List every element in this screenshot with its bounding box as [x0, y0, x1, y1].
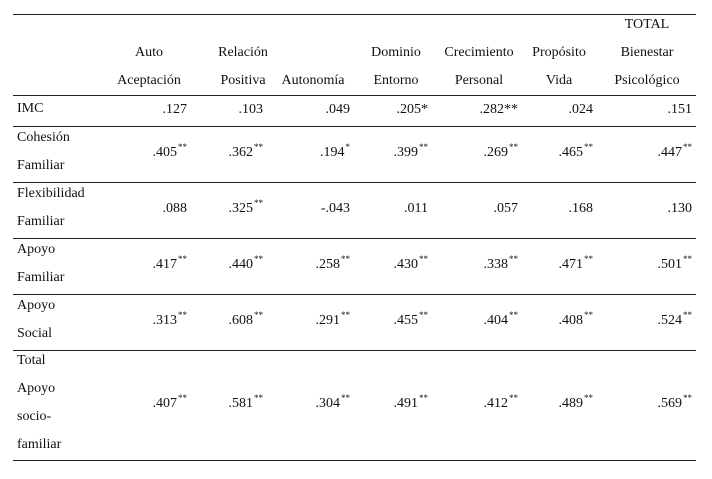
table-cell — [438, 256, 518, 274]
significance-marker: ** — [584, 393, 593, 403]
table-cell — [107, 395, 187, 413]
cell-value: .455 — [393, 313, 418, 328]
column-header-line: Relación — [218, 45, 268, 60]
row-label — [17, 180, 85, 236]
cell-value: .258 — [315, 257, 340, 272]
cell-value: .282** — [479, 101, 518, 117]
row-label-line: Flexibilidad — [17, 186, 85, 201]
cell-value: .151 — [667, 101, 692, 117]
table-rule — [13, 460, 696, 461]
significance-marker: ** — [254, 393, 263, 403]
table-cell — [612, 200, 692, 217]
column-header-line: Autonomía — [281, 73, 345, 88]
cell-value: .103 — [238, 101, 263, 117]
table-cell — [438, 395, 518, 413]
cell-value: .049 — [325, 101, 350, 117]
table-cell — [438, 101, 518, 118]
cell-value: .011 — [404, 201, 428, 216]
table-cell — [513, 101, 593, 118]
cell-value: .024 — [568, 101, 593, 117]
significance-marker: ** — [584, 254, 593, 264]
cell-value: .291 — [315, 313, 340, 328]
cell-value: .194 — [320, 145, 345, 160]
table-cell — [107, 144, 187, 162]
table-cell — [183, 312, 263, 330]
cell-value: .501 — [657, 257, 682, 272]
cell-value: .313 — [152, 313, 177, 328]
significance-marker: ** — [254, 198, 263, 208]
cell-value: .608 — [228, 313, 253, 328]
table-cell — [612, 395, 692, 413]
cell-value: .362 — [228, 145, 253, 160]
table-cell — [513, 256, 593, 274]
cell-value: .581 — [228, 396, 253, 411]
row-label — [17, 292, 55, 348]
row-label — [17, 97, 43, 121]
row-label-line: Cohesión — [17, 130, 70, 145]
table-rule — [13, 350, 696, 351]
significance-marker: ** — [178, 142, 187, 152]
table-cell — [270, 256, 350, 274]
row-label-line: Apoyo — [17, 242, 56, 257]
correlation-table — [13, 14, 696, 461]
cell-value: .304 — [315, 396, 340, 411]
cell-value: .465 — [558, 145, 583, 160]
significance-marker: ** — [419, 310, 428, 320]
cell-value: .430 — [393, 257, 418, 272]
table-cell — [183, 144, 263, 162]
table-cell — [612, 312, 692, 330]
column-header-line: Psicológico — [614, 73, 680, 88]
row-label-line: socio- — [17, 409, 52, 424]
table-cell — [183, 101, 263, 118]
cell-value: .399 — [393, 145, 418, 160]
cell-value: .130 — [667, 201, 692, 216]
column-header-line: Propósito — [532, 45, 586, 60]
cell-value: .338 — [483, 257, 508, 272]
table-cell — [348, 200, 428, 217]
row-label-line: Social — [17, 326, 52, 341]
cell-value: .404 — [483, 313, 508, 328]
cell-value: -.043 — [320, 201, 350, 216]
table-cell — [183, 200, 263, 218]
row-label-line: IMC — [17, 100, 44, 116]
cell-value: .205* — [396, 101, 428, 117]
table-cell — [348, 101, 428, 118]
table-cell — [348, 312, 428, 330]
table-cell — [270, 144, 350, 162]
table-cell — [270, 395, 350, 413]
row-label-line: Familiar — [17, 214, 65, 229]
table-cell — [438, 144, 518, 162]
significance-marker: ** — [341, 393, 350, 403]
column-header-line: Aceptación — [117, 73, 181, 88]
significance-marker: ** — [584, 310, 593, 320]
cell-value: .127 — [162, 101, 187, 117]
table-cell — [348, 256, 428, 274]
table-cell — [612, 101, 692, 118]
significance-marker: ** — [683, 254, 692, 264]
significance-marker: ** — [683, 310, 692, 320]
row-label — [17, 124, 70, 180]
cell-value: .440 — [228, 257, 253, 272]
table-rule — [13, 238, 696, 239]
significance-marker: ** — [683, 142, 692, 152]
cell-value: .057 — [493, 201, 518, 216]
table-cell — [107, 200, 187, 217]
significance-marker: * — [345, 142, 350, 152]
significance-marker: ** — [584, 142, 593, 152]
significance-marker: ** — [509, 393, 518, 403]
table-cell — [513, 312, 593, 330]
cell-value: .471 — [558, 257, 583, 272]
significance-marker: ** — [419, 393, 428, 403]
row-label-line: Familiar — [17, 158, 65, 173]
significance-marker: ** — [683, 393, 692, 403]
column-header-line: Entorno — [373, 73, 419, 88]
table-cell — [183, 256, 263, 274]
significance-marker: ** — [509, 310, 518, 320]
table-cell — [438, 200, 518, 217]
table-cell — [513, 395, 593, 413]
row-label — [17, 347, 61, 459]
significance-marker: ** — [509, 254, 518, 264]
table-cell — [513, 200, 593, 217]
row-label — [17, 236, 64, 292]
table-rule — [13, 294, 696, 295]
significance-marker: ** — [419, 254, 428, 264]
table-cell — [270, 200, 350, 217]
table-rule — [13, 126, 696, 127]
table-cell — [183, 395, 263, 413]
table-cell — [513, 144, 593, 162]
significance-marker: ** — [178, 310, 187, 320]
significance-marker: ** — [254, 142, 263, 152]
cell-value: .524 — [657, 313, 682, 328]
cell-value: .325 — [228, 201, 253, 216]
cell-value: .408 — [558, 313, 583, 328]
cell-value: .417 — [152, 257, 177, 272]
cell-value: .168 — [568, 201, 593, 216]
significance-marker: ** — [509, 142, 518, 152]
table-rule — [13, 95, 696, 96]
table-cell — [438, 312, 518, 330]
column-header-line: Dominio — [371, 45, 421, 60]
table-cell — [270, 101, 350, 118]
row-label-line: Familiar — [17, 270, 65, 285]
significance-marker: ** — [178, 393, 187, 403]
cell-value: .269 — [483, 145, 508, 160]
table-cell — [107, 256, 187, 274]
cell-value: .405 — [152, 145, 177, 160]
row-label-line: Total — [17, 353, 46, 368]
cell-value: .569 — [657, 396, 682, 411]
column-header — [587, 11, 707, 95]
table-cell — [612, 256, 692, 274]
row-label-line: familiar — [17, 437, 62, 452]
table-cell — [348, 395, 428, 413]
cell-value: .412 — [483, 396, 508, 411]
significance-marker: ** — [254, 254, 263, 264]
cell-value: .407 — [152, 396, 177, 411]
significance-marker: ** — [341, 254, 350, 264]
significance-marker: ** — [254, 310, 263, 320]
cell-value: .447 — [657, 145, 682, 160]
table-cell — [612, 144, 692, 162]
column-header-line: Auto — [135, 45, 163, 60]
table-cell — [107, 312, 187, 330]
column-header-line: Personal — [454, 73, 504, 88]
table-rule — [13, 182, 696, 183]
cell-value: .489 — [558, 396, 583, 411]
significance-marker: ** — [178, 254, 187, 264]
column-header-line: TOTAL — [624, 17, 670, 32]
row-label-line: Apoyo — [17, 381, 56, 396]
table-cell — [270, 312, 350, 330]
column-header-line: Crecimiento — [444, 45, 514, 60]
significance-marker: ** — [341, 310, 350, 320]
table-cell — [107, 101, 187, 118]
table-cell — [345, 142, 428, 162]
significance-marker: ** — [419, 142, 428, 152]
column-header-line: Vida — [545, 73, 573, 88]
cell-value: .088 — [162, 201, 187, 216]
column-header-line: Bienestar — [620, 45, 674, 60]
row-label-line: Apoyo — [17, 298, 56, 313]
cell-value: .491 — [393, 396, 418, 411]
column-header-line: Positiva — [220, 73, 266, 88]
